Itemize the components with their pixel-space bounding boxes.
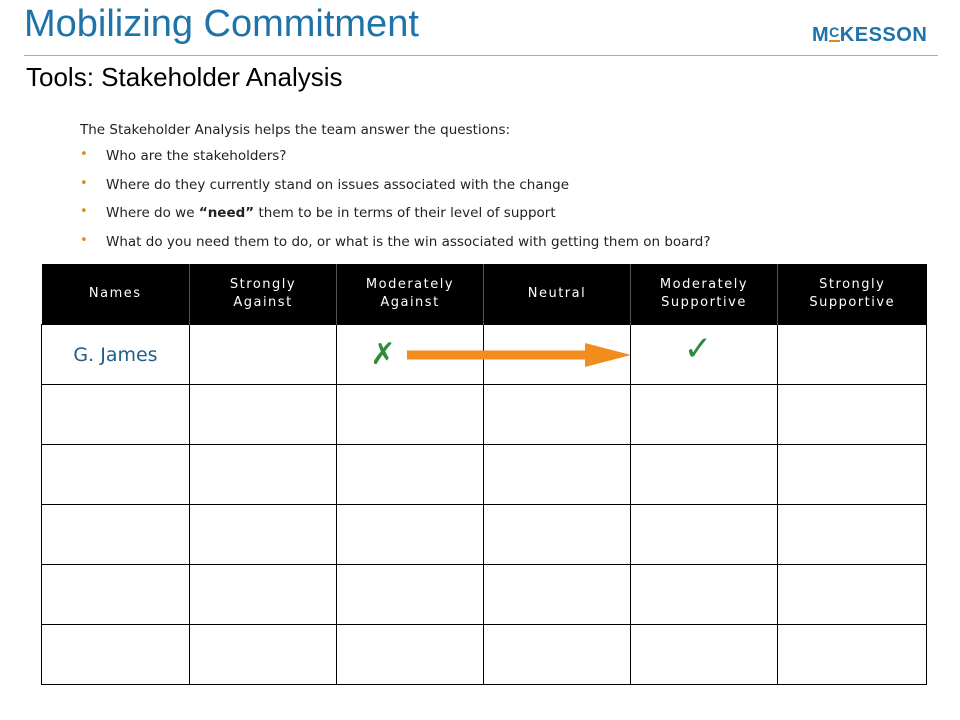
table-cell bbox=[190, 445, 337, 505]
table-row bbox=[42, 565, 927, 625]
title-divider bbox=[24, 55, 938, 56]
table-cell bbox=[190, 625, 337, 685]
list-item bbox=[80, 234, 711, 263]
table-cell bbox=[337, 505, 484, 565]
mckesson-logo bbox=[812, 24, 927, 47]
target-position-check-icon: ✓ bbox=[683, 329, 713, 369]
table-cell bbox=[484, 325, 631, 385]
page-subtitle: Tools: Stakeholder Analysis bbox=[26, 62, 343, 92]
page-title: Mobilizing Commitment bbox=[24, 3, 419, 45]
column-header-neutral bbox=[484, 264, 631, 325]
current-position-x-icon: ✗ bbox=[370, 337, 396, 372]
header-label: Moderately bbox=[365, 277, 455, 293]
table-cell bbox=[337, 625, 484, 685]
list-item bbox=[80, 205, 711, 234]
table-cell bbox=[631, 505, 778, 565]
stakeholder-name-cell: G. James bbox=[42, 325, 190, 385]
list-item-text-after: them to be in terms of their level of support bbox=[254, 205, 556, 221]
stakeholder-name-cell bbox=[42, 385, 190, 445]
table-cell bbox=[631, 325, 778, 385]
column-header-moderately-against bbox=[337, 264, 484, 325]
table-cell bbox=[778, 445, 927, 505]
header-label: Names bbox=[88, 286, 142, 302]
bullet-icon: • bbox=[80, 204, 88, 219]
table-cell bbox=[484, 445, 631, 505]
logo-letters-kesson: KESSON bbox=[839, 24, 928, 46]
table-cell bbox=[631, 625, 778, 685]
stakeholder-table bbox=[41, 264, 926, 682]
table-row bbox=[42, 505, 927, 565]
column-header-strongly-supportive bbox=[778, 264, 927, 325]
intro-text: The Stakeholder Analysis helps the team answer the questions: bbox=[80, 122, 511, 138]
list-item bbox=[80, 148, 711, 177]
header-label: Supportive bbox=[809, 295, 896, 310]
table-cell bbox=[631, 565, 778, 625]
table-cell bbox=[337, 565, 484, 625]
stakeholder-name-cell bbox=[42, 625, 190, 685]
table-header-row bbox=[42, 264, 927, 325]
table-cell bbox=[484, 385, 631, 445]
column-header-strongly-against bbox=[190, 264, 337, 325]
bullet-icon: • bbox=[80, 147, 88, 162]
table-cell bbox=[484, 565, 631, 625]
table-row bbox=[42, 325, 927, 385]
table-cell bbox=[337, 445, 484, 505]
table-cell bbox=[337, 385, 484, 445]
logo-letter-c: C bbox=[829, 24, 840, 40]
table-cell bbox=[631, 385, 778, 445]
header-label: Moderately bbox=[659, 277, 749, 293]
table-cell bbox=[778, 325, 927, 385]
table-cell bbox=[337, 325, 484, 385]
table-cell bbox=[190, 325, 337, 385]
table-cell bbox=[484, 505, 631, 565]
table-cell bbox=[190, 565, 337, 625]
header-label: Against bbox=[233, 295, 293, 310]
bullet-icon: • bbox=[80, 175, 88, 191]
stakeholder-name-cell bbox=[42, 565, 190, 625]
header-label: Neutral bbox=[527, 286, 587, 302]
list-item-text-before: Where do we bbox=[106, 205, 199, 221]
table-cell bbox=[778, 565, 927, 625]
table-cell bbox=[631, 445, 778, 505]
column-header-moderately-supportive bbox=[631, 264, 778, 325]
list-item-text: Who are the stakeholders? bbox=[106, 148, 287, 164]
stakeholder-name-cell bbox=[42, 505, 190, 565]
table-cell bbox=[778, 505, 927, 565]
table-row bbox=[42, 445, 927, 505]
header-label: Strongly bbox=[229, 277, 297, 293]
table-cell bbox=[190, 385, 337, 445]
list-item bbox=[80, 177, 711, 206]
table-cell bbox=[190, 505, 337, 565]
table-cell bbox=[778, 385, 927, 445]
table-cell bbox=[484, 625, 631, 685]
header-label: Supportive bbox=[661, 295, 747, 310]
stakeholder-name-cell bbox=[42, 445, 190, 505]
column-header-names bbox=[42, 264, 190, 325]
header-label: Strongly bbox=[819, 277, 886, 293]
table-row bbox=[42, 385, 927, 445]
list-item-text: Where do they currently stand on issues associated with the change bbox=[106, 176, 570, 193]
emphasis-need: “need” bbox=[198, 205, 255, 221]
logo-letter-m: M bbox=[812, 24, 830, 46]
list-item-text: What do you need them to do, or what is the win associated with getting them on board? bbox=[106, 233, 711, 250]
bullet-icon: • bbox=[80, 232, 88, 248]
table-cell bbox=[778, 625, 927, 685]
table-row bbox=[42, 625, 927, 685]
question-list bbox=[80, 148, 711, 262]
header-label: Against bbox=[380, 295, 440, 310]
